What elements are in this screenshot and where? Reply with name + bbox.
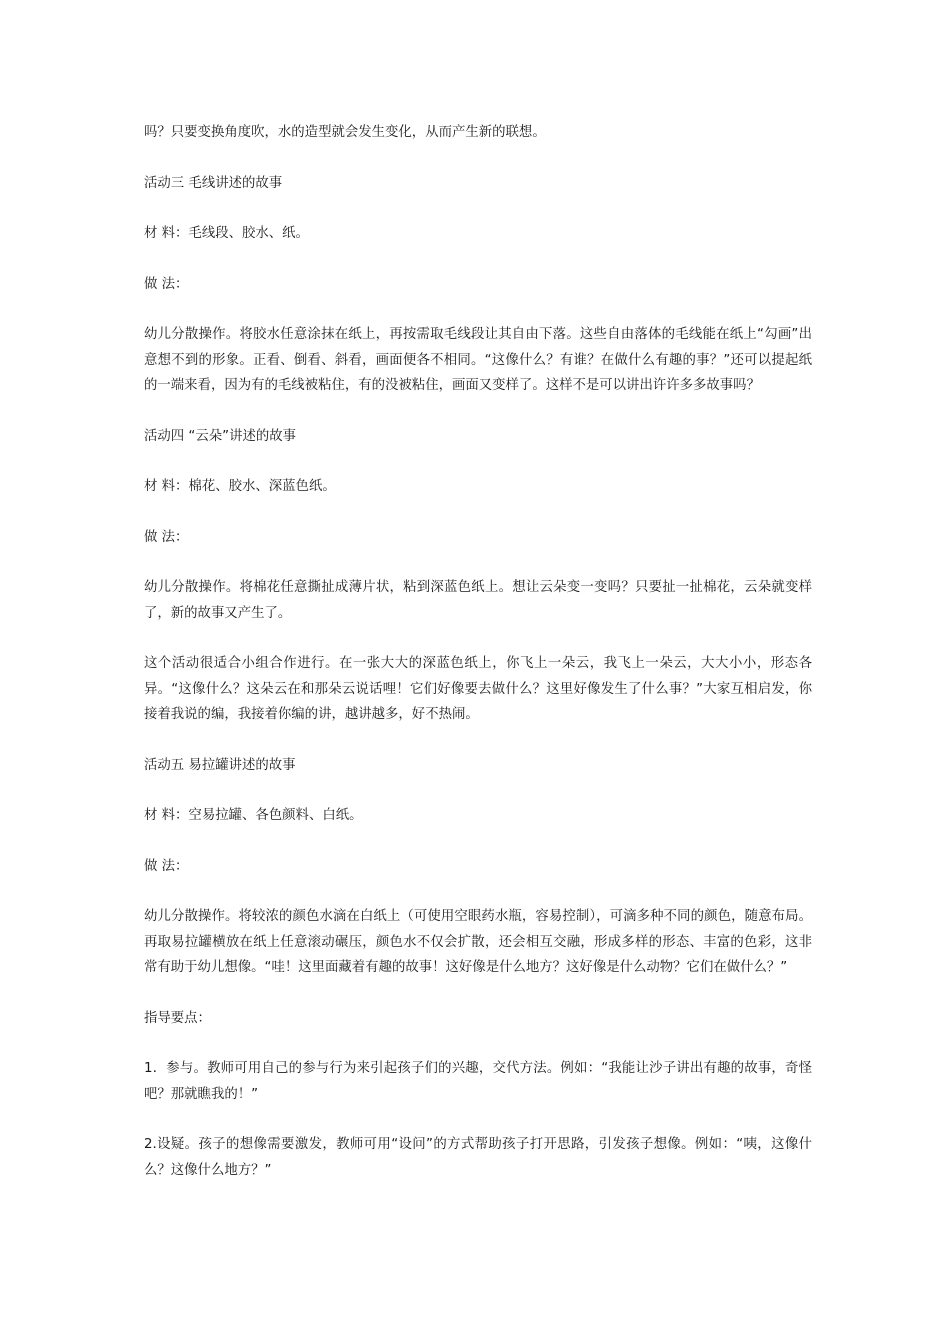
guidance-point-2: 2.设疑。孩子的想像需要激发，教师可用“设问”的方式帮助孩子打开思路，引发孩子想像。例如：“咦，这像什么？这像什么地方？” bbox=[144, 1137, 812, 1178]
activity-4-group-text: 这个活动很适合小组合作进行。在一张大大的深蓝色纸上，你飞上一朵云，我飞上一朵云，大大小小，形态各异。“这像什么？这朵云在和那朵云说话哩！它们好像要去做什么？这里好像发生了什么事？”大家互相启发，你接着我说的编，我接着你编的讲，越讲越多，好不热闹。 bbox=[144, 656, 812, 722]
activity-4-method-label: 做 法： bbox=[144, 529, 189, 545]
document-page bbox=[144, 120, 812, 1208]
activity-3-method-text: 幼儿分散操作。将胶水任意涂抹在纸上，再按需取毛线段让其自由下落。这些自由落体的毛线能在纸上“勾画”出意想不到的形象。正看、倒看、斜看，画面便各不相同。“这像什么？有谁？在做什么有趣的事？”还可以提起纸的一端来看，因为有的毛线被粘住，有的没被粘住，画面又变样了。这样不是可以讲出许许多多故事吗？ bbox=[144, 327, 812, 393]
activity-4-method-text: 幼儿分散操作。将棉花任意撕扯成薄片状，粘到深蓝色纸上。想让云朵变一变吗？只要扯一扯棉花，云朵就变样了，新的故事又产生了。 bbox=[144, 580, 812, 621]
guidance-point-1: 1．参与。教师可用自己的参与行为来引起孩子们的兴趣，交代方法。例如：“我能让沙子讲出有趣的故事，奇怪吧？那就瞧我的！” bbox=[144, 1061, 812, 1102]
activity-5-method-text: 幼儿分散操作。将较浓的颜色水滴在白纸上（可使用空眼药水瓶，容易控制），可滴多种不同的颜色，随意布局。再取易拉罐横放在纸上任意滚动碾压，颜色水不仅会扩散，还会相互交融，形成多样的形态、丰富的色彩，这非常有助于幼儿想像。“哇！这里面藏着有趣的故事！这好像是什么地方？这好像是什么动物？它们在做什么？” bbox=[144, 909, 812, 975]
activity-5-heading: 活动五 易拉罐讲述的故事 bbox=[144, 757, 296, 773]
activity-3-materials: 材 料：毛线段、胶水、纸。 bbox=[144, 226, 309, 241]
guidance-heading: 指导要点： bbox=[144, 1010, 211, 1026]
activity-3-heading: 活动三 毛线讲述的故事 bbox=[144, 175, 283, 191]
paragraph-continuation: 吗？只要变换角度吹，水的造型就会发生变化，从而产生新的联想。 bbox=[144, 125, 546, 140]
activity-5-method-label: 做 法： bbox=[144, 858, 189, 874]
activity-4-heading: 活动四 “云朵”讲述的故事 bbox=[144, 428, 297, 444]
activity-5-materials: 材 料：空易拉罐、各色颜料、白纸。 bbox=[144, 808, 363, 823]
activity-3-method-label: 做 法： bbox=[144, 276, 189, 292]
activity-4-materials: 材 料：棉花、胶水、深蓝色纸。 bbox=[144, 479, 336, 494]
